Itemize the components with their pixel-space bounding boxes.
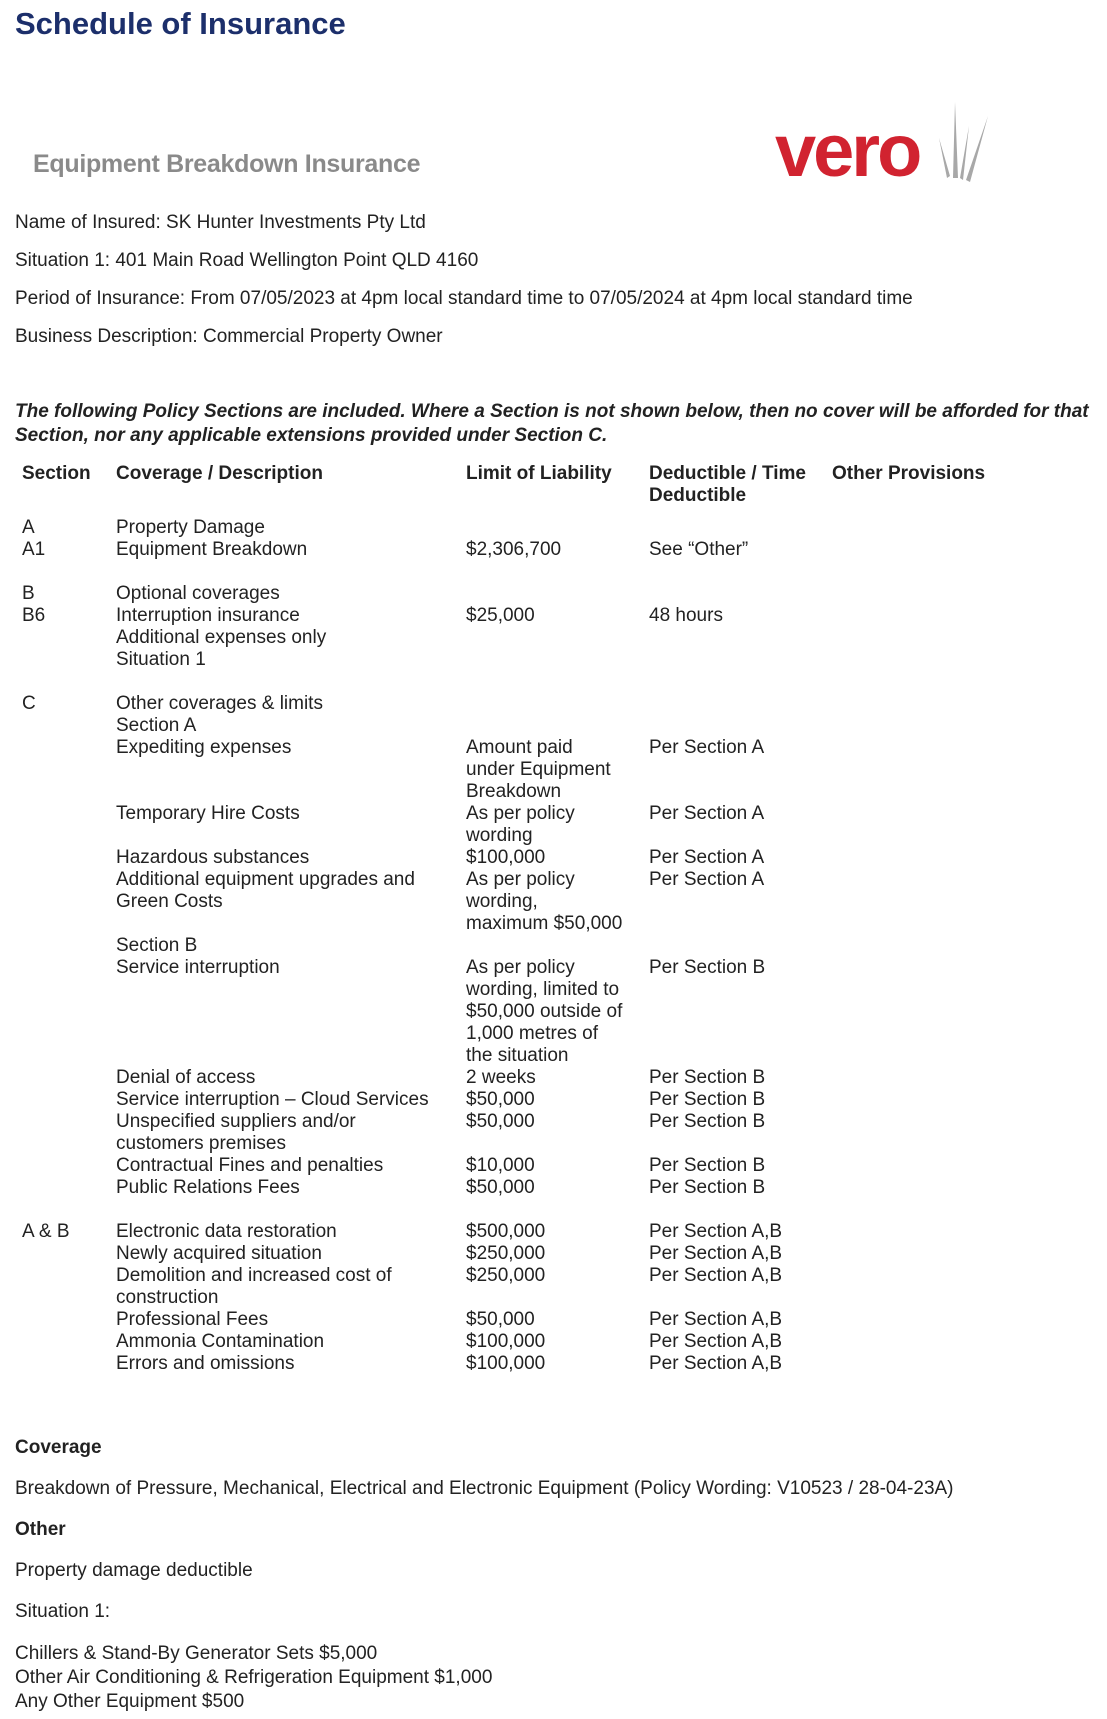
deductible-cell: Per Section B xyxy=(649,1111,766,1132)
schedule-table xyxy=(22,463,1022,1375)
deductible-cell: Per Section A xyxy=(649,869,765,890)
deductible-cell: Per Section B xyxy=(649,1067,766,1088)
table-row xyxy=(22,1155,1022,1177)
coverage-cell: Service interruption – Cloud Services xyxy=(116,1089,429,1110)
col-header-limit: Limit of Liability xyxy=(466,463,612,484)
col-header-section: Section xyxy=(22,463,91,484)
coverage-cell: Section B xyxy=(116,935,198,956)
coverage-cell: Errors and omissions xyxy=(116,1353,295,1374)
deductible-cell: Per Section A xyxy=(649,803,765,824)
deductible-cell: Per Section A xyxy=(649,847,765,868)
deductible-cell: Per Section A xyxy=(649,737,765,758)
limit-cell: Amount paid under Equipment Breakdown xyxy=(466,737,611,802)
table-row xyxy=(22,1067,1022,1089)
section-cell: C xyxy=(22,693,36,714)
coverage-text: Breakdown of Pressure, Mechanical, Electrical and Electronic Equipment (Policy Wording: V10523 / 28-04-23A) xyxy=(15,1478,954,1499)
table-row xyxy=(22,957,1022,1067)
table-row xyxy=(22,1309,1022,1331)
table-row xyxy=(22,1331,1022,1353)
table-row xyxy=(22,803,1022,847)
logo-wordmark: vero xyxy=(775,109,920,192)
deductible-cell: Per Section A,B xyxy=(649,1353,783,1374)
table-row xyxy=(22,605,1022,671)
table-row xyxy=(22,1089,1022,1111)
business-description: Business Description: Commercial Property Owner xyxy=(15,326,443,347)
limit-cell: As per policy wording, maximum $50,000 xyxy=(466,869,623,934)
coverage-cell: Ammonia Contamination xyxy=(116,1331,325,1352)
pd-deductible-label: Property damage deductible xyxy=(15,1560,253,1581)
limit-cell: $25,000 xyxy=(466,605,535,626)
limit-cell: $500,000 xyxy=(466,1221,546,1242)
limit-cell: $50,000 xyxy=(466,1111,535,1132)
coverage-cell: Optional coverages xyxy=(116,583,280,604)
coverage-cell: Electronic data restoration xyxy=(116,1221,337,1242)
deductible-cell: Per Section B xyxy=(649,1089,766,1110)
deductible-cell: Per Section A,B xyxy=(649,1309,783,1330)
list-item: Any Other Equipment $500 xyxy=(15,1691,245,1712)
limit-cell: $50,000 xyxy=(466,1309,535,1330)
coverage-heading: Coverage xyxy=(15,1437,102,1458)
deductible-cell: Per Section B xyxy=(649,1177,766,1198)
coverage-cell: Demolition and increased cost of construction xyxy=(116,1265,392,1308)
col-header-other: Other Provisions xyxy=(832,463,986,484)
table-row xyxy=(22,1265,1022,1309)
limit-cell: $2,306,700 xyxy=(466,539,562,560)
policy-sections-note: The following Policy Sections are included. Where a Section is not shown below, then no cover will be afforded for that Section, nor any applicable extensions provided under Section C. xyxy=(15,401,1089,446)
limit-cell: As per policy wording, limited to $50,000 outside of 1,000 metres of the situation xyxy=(466,957,623,1066)
table-header-row xyxy=(22,463,1022,517)
table-row xyxy=(22,693,1022,715)
deductible-cell: 48 hours xyxy=(649,605,723,626)
period-of-insurance: Period of Insurance: From 07/05/2023 at 4pm local standard time to 07/05/2024 at 4pm local standard time xyxy=(15,288,913,309)
limit-cell: $250,000 xyxy=(466,1243,546,1264)
situation-label: Situation 1: xyxy=(15,1601,111,1622)
table-row xyxy=(22,715,1022,737)
coverage-cell: Interruption insurance Additional expenses only Situation 1 xyxy=(116,605,327,670)
deductible-cell: Per Section A,B xyxy=(649,1221,783,1242)
logo-feather-icon xyxy=(933,100,993,190)
table-row xyxy=(22,935,1022,957)
coverage-cell: Professional Fees xyxy=(116,1309,269,1330)
deductible-cell: Per Section A,B xyxy=(649,1265,783,1286)
table-row xyxy=(22,539,1022,561)
section-cell: A & B xyxy=(22,1221,70,1242)
coverage-cell: Newly acquired situation xyxy=(116,1243,322,1264)
col-header-coverage: Coverage / Description xyxy=(116,463,323,484)
coverage-cell: Additional equipment upgrades and Green Costs xyxy=(116,869,415,912)
other-heading: Other xyxy=(15,1519,66,1540)
limit-cell: $100,000 xyxy=(466,1353,546,1374)
coverage-cell: Denial of access xyxy=(116,1067,256,1088)
limit-cell: $50,000 xyxy=(466,1089,535,1110)
coverage-cell: Contractual Fines and penalties xyxy=(116,1155,384,1176)
table-row xyxy=(22,1243,1022,1265)
page-title: Schedule of Insurance xyxy=(15,6,346,41)
col-header-deductible: Deductible / Time Deductible xyxy=(649,463,806,506)
limit-cell: $250,000 xyxy=(466,1265,546,1286)
insured-name: Name of Insured: SK Hunter Investments Pty Ltd xyxy=(15,212,426,233)
table-row xyxy=(22,737,1022,803)
table-row xyxy=(22,1111,1022,1155)
deductible-cell: Per Section B xyxy=(649,1155,766,1176)
coverage-cell: Hazardous substances xyxy=(116,847,310,868)
table-row xyxy=(22,1177,1022,1199)
coverage-cell: Property Damage xyxy=(116,517,265,538)
deductibles-list xyxy=(15,1642,492,1714)
coverage-cell: Other coverages & limits xyxy=(116,693,323,714)
section-cell: B6 xyxy=(22,605,46,626)
limit-cell: $100,000 xyxy=(466,847,546,868)
coverage-cell: Public Relations Fees xyxy=(116,1177,300,1198)
document-subtitle: Equipment Breakdown Insurance xyxy=(33,150,421,178)
limit-cell: $50,000 xyxy=(466,1177,535,1198)
section-cell: B xyxy=(22,583,35,604)
table-row xyxy=(22,583,1022,605)
deductible-cell: Per Section A,B xyxy=(649,1243,783,1264)
deductible-cell: Per Section B xyxy=(649,957,766,978)
table-row xyxy=(22,869,1022,935)
table-row xyxy=(22,517,1022,539)
limit-cell: As per policy wording xyxy=(466,803,575,846)
deductible-cell: Per Section A,B xyxy=(649,1331,783,1352)
coverage-cell: Section A xyxy=(116,715,197,736)
vero-logo xyxy=(775,100,990,200)
coverage-cell: Temporary Hire Costs xyxy=(116,803,300,824)
limit-cell: $10,000 xyxy=(466,1155,535,1176)
coverage-cell: Equipment Breakdown xyxy=(116,539,308,560)
table-row xyxy=(22,847,1022,869)
coverage-cell: Expediting expenses xyxy=(116,737,292,758)
limit-cell: 2 weeks xyxy=(466,1067,536,1088)
table-row xyxy=(22,1353,1022,1375)
table-row xyxy=(22,1221,1022,1243)
deductible-cell: See “Other” xyxy=(649,539,749,560)
section-cell: A1 xyxy=(22,539,46,560)
coverage-cell: Service interruption xyxy=(116,957,280,978)
list-item: Other Air Conditioning & Refrigeration Equipment $1,000 xyxy=(15,1667,493,1688)
section-cell: A xyxy=(22,517,35,538)
list-item: Chillers & Stand-By Generator Sets $5,000 xyxy=(15,1643,378,1664)
limit-cell: $100,000 xyxy=(466,1331,546,1352)
situation-address: Situation 1: 401 Main Road Wellington Point QLD 4160 xyxy=(15,250,479,271)
coverage-cell: Unspecified suppliers and/or customers premises xyxy=(116,1111,356,1154)
